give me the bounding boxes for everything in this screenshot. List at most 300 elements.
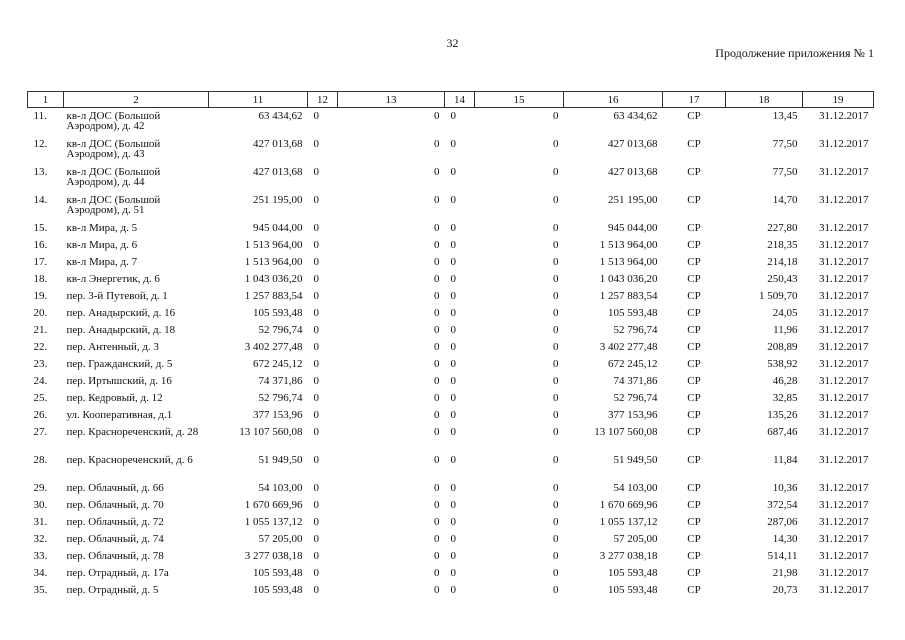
col-13-cell: 0: [434, 498, 440, 511]
col-11-cell: 105 593,48: [253, 566, 303, 579]
col-11-cell: 13 107 560,08: [239, 425, 303, 438]
col-14-cell: 0: [450, 306, 456, 319]
col-19-cell: 31.12.2017: [819, 165, 869, 178]
col-19-cell: 31.12.2017: [819, 425, 869, 438]
address-cell: пер. Краснореченский, д. 6: [66, 453, 193, 466]
col-18-cell: 214,18: [767, 255, 798, 268]
column-header-19: 19: [803, 92, 874, 108]
table-row: [28, 424, 874, 452]
col-18-cell: 538,92: [767, 357, 798, 370]
table-row: [28, 136, 874, 164]
col-19-cell: 31.12.2017: [819, 583, 869, 596]
col-16-cell: 3 402 277,48: [599, 340, 658, 353]
address-cell: ул. Кооперативная, д.1: [66, 408, 173, 421]
col-16-cell: 105 593,48: [608, 583, 658, 596]
row-number-cell: 11.: [33, 110, 47, 122]
table-row: [28, 288, 874, 305]
row-number-cell: 27.: [33, 425, 48, 438]
col-15-cell: 0: [553, 583, 559, 596]
col-17-cell: СР: [687, 137, 701, 150]
col-16-cell: 1 670 669,96: [599, 498, 658, 511]
data-table: [27, 91, 874, 599]
table-row: [28, 565, 874, 582]
col-19-cell: 31.12.2017: [819, 408, 869, 421]
col-14-cell: 0: [450, 238, 456, 251]
row-number-cell: 15.: [33, 221, 48, 234]
address-cell: кв-л Мира, д. 7: [66, 255, 138, 268]
col-14-cell: 0: [450, 374, 456, 387]
address-cell: пер. Антенный, д. 3: [66, 340, 159, 353]
col-14-cell: 0: [450, 323, 456, 336]
col-17-cell: СР: [687, 238, 701, 251]
table-row: [28, 164, 874, 192]
col-12-cell: 0: [313, 272, 319, 285]
table-row: [28, 254, 874, 271]
col-15-cell: 0: [553, 532, 559, 545]
table-row: [28, 514, 874, 531]
col-15-cell: 0: [553, 566, 559, 579]
col-16-cell: 1 513 964,00: [599, 238, 658, 251]
col-18-cell: 287,06: [767, 515, 798, 528]
col-12-cell: 0: [313, 357, 319, 370]
col-11-cell: 105 593,48: [253, 306, 303, 319]
col-13-cell: 0: [434, 137, 440, 150]
address-cell: пер. Облачный, д. 74: [66, 532, 164, 545]
col-14-cell: 0: [450, 357, 456, 370]
col-13-cell: 0: [434, 221, 440, 234]
address-cell: кв-л Мира, д. 6: [66, 238, 138, 251]
table-row: [28, 220, 874, 237]
col-13-cell: 0: [434, 289, 440, 302]
col-13-cell: 0: [434, 306, 440, 319]
col-12-cell: 0: [313, 425, 319, 438]
col-14-cell: 0: [450, 272, 456, 285]
col-14-cell: 0: [450, 583, 456, 596]
row-number-cell: 18.: [33, 272, 48, 285]
col-11-cell: 377 153,96: [253, 408, 303, 421]
col-13-cell: 0: [434, 481, 440, 494]
col-18-cell: 514,11: [767, 549, 798, 562]
col-16-cell: 1 043 036,20: [599, 272, 658, 285]
col-13-cell: 0: [434, 255, 440, 268]
col-14-cell: 0: [450, 566, 456, 579]
column-header-18: 18: [726, 92, 803, 108]
col-18-cell: 218,35: [767, 238, 798, 251]
address-cell: кв-л ДОС (Большой Аэродром), д. 51: [66, 193, 161, 216]
col-11-cell: 1 670 669,96: [244, 498, 303, 511]
table-row: [28, 531, 874, 548]
col-13-cell: 0: [434, 391, 440, 404]
col-15-cell: 0: [553, 425, 559, 438]
row-number-cell: 28.: [33, 453, 48, 466]
address-cell: пер. Облачный, д. 66: [66, 481, 164, 494]
table-row: [28, 271, 874, 288]
header-row: [28, 92, 874, 108]
col-18-cell: 687,46: [767, 425, 798, 438]
row-number-cell: 32.: [33, 532, 48, 545]
col-18-cell: 10,36: [772, 481, 798, 494]
col-14-cell: 0: [450, 289, 456, 302]
col-11-cell: 3 402 277,48: [244, 340, 303, 353]
col-17-cell: СР: [687, 374, 701, 387]
col-18-cell: 21,98: [772, 566, 798, 579]
col-16-cell: 427 013,68: [608, 165, 658, 178]
column-header-1: 1: [28, 92, 64, 108]
appendix-continuation-note: Продолжение приложения № 1: [715, 46, 874, 60]
col-17-cell: СР: [687, 323, 701, 336]
table-row: [28, 452, 874, 480]
col-19-cell: 31.12.2017: [819, 532, 869, 545]
col-18-cell: 11,84: [773, 453, 798, 466]
col-19-cell: 31.12.2017: [819, 357, 869, 370]
col-16-cell: 1 055 137,12: [599, 515, 658, 528]
col-15-cell: 0: [553, 340, 559, 353]
table-row: [28, 339, 874, 356]
col-14-cell: 0: [450, 498, 456, 511]
column-header-2: 2: [64, 92, 209, 108]
col-19-cell: 31.12.2017: [819, 391, 869, 404]
col-11-cell: 427 013,68: [253, 165, 303, 178]
col-11-cell: 3 277 038,18: [244, 549, 303, 562]
col-17-cell: СР: [687, 408, 701, 421]
col-13-cell: 0: [434, 453, 440, 466]
col-11-cell: 1 257 883,54: [244, 289, 303, 302]
address-cell: пер. Кедровый, д. 12: [66, 391, 163, 404]
col-14-cell: 0: [450, 549, 456, 562]
col-18-cell: 24,05: [772, 306, 798, 319]
col-15-cell: 0: [553, 323, 559, 336]
col-14-cell: 0: [450, 391, 456, 404]
col-15-cell: 0: [553, 374, 559, 387]
column-header-17: 17: [663, 92, 726, 108]
col-13-cell: 0: [434, 515, 440, 528]
col-18-cell: 77,50: [772, 165, 798, 178]
address-cell: пер. Гражданский, д. 5: [66, 357, 173, 370]
col-11-cell: 945 044,00: [253, 221, 303, 234]
row-number-cell: 19.: [33, 289, 48, 302]
table-row: [28, 548, 874, 565]
col-17-cell: СР: [687, 425, 701, 438]
col-15-cell: 0: [553, 255, 559, 268]
col-15-cell: 0: [553, 549, 559, 562]
col-14-cell: 0: [450, 340, 456, 353]
col-14-cell: 0: [450, 532, 456, 545]
col-15-cell: 0: [553, 272, 559, 285]
col-12-cell: 0: [313, 306, 319, 319]
col-17-cell: СР: [687, 566, 701, 579]
col-19-cell: 31.12.2017: [819, 481, 869, 494]
col-12-cell: 0: [313, 255, 319, 268]
col-19-cell: 31.12.2017: [819, 306, 869, 319]
col-16-cell: 427 013,68: [608, 137, 658, 150]
col-17-cell: СР: [687, 221, 701, 234]
col-11-cell: 1 513 964,00: [244, 255, 303, 268]
row-number-cell: 13.: [33, 165, 48, 178]
col-13-cell: 0: [434, 272, 440, 285]
col-12-cell: 0: [313, 549, 319, 562]
col-13-cell: 0: [434, 566, 440, 579]
col-17-cell: СР: [687, 481, 701, 494]
row-number-cell: 20.: [33, 306, 48, 319]
col-11-cell: 1 043 036,20: [244, 272, 303, 285]
col-15-cell: 0: [553, 391, 559, 404]
col-19-cell: 31.12.2017: [819, 340, 869, 353]
row-number-cell: 12.: [33, 137, 48, 150]
col-12-cell: 0: [313, 289, 319, 302]
col-12-cell: 0: [313, 221, 319, 234]
col-17-cell: СР: [687, 498, 701, 511]
col-17-cell: СР: [687, 165, 701, 178]
col-11-cell: 105 593,48: [253, 583, 303, 596]
col-17-cell: СР: [687, 391, 701, 404]
col-12-cell: 0: [313, 193, 319, 206]
col-16-cell: 1 513 964,00: [599, 255, 658, 268]
col-18-cell: 11,96: [773, 323, 798, 336]
col-14-cell: 0: [450, 137, 456, 150]
col-14-cell: 0: [450, 255, 456, 268]
col-17-cell: СР: [687, 110, 701, 122]
col-11-cell: 1 513 964,00: [244, 238, 303, 251]
col-14-cell: 0: [450, 515, 456, 528]
table-row: [28, 582, 874, 599]
col-14-cell: 0: [450, 110, 456, 122]
col-19-cell: 31.12.2017: [819, 255, 869, 268]
col-16-cell: 63 434,62: [613, 110, 658, 122]
col-15-cell: 0: [553, 306, 559, 319]
col-12-cell: 0: [313, 453, 319, 466]
col-18-cell: 208,89: [767, 340, 798, 353]
col-14-cell: 0: [450, 165, 456, 178]
col-12-cell: 0: [313, 566, 319, 579]
col-13-cell: 0: [434, 357, 440, 370]
address-cell: кв-л ДОС (Большой Аэродром), д. 44: [66, 165, 161, 188]
col-18-cell: 227,80: [767, 221, 798, 234]
col-19-cell: 31.12.2017: [819, 110, 869, 122]
row-number-cell: 22.: [33, 340, 48, 353]
table-row: [28, 390, 874, 407]
address-cell: пер. Анадырский, д. 16: [66, 306, 176, 319]
col-12-cell: 0: [313, 137, 319, 150]
page-number: 32: [446, 36, 459, 50]
col-16-cell: 945 044,00: [608, 221, 658, 234]
col-14-cell: 0: [450, 408, 456, 421]
col-11-cell: 74 371,86: [258, 374, 303, 387]
col-19-cell: 31.12.2017: [819, 193, 869, 206]
address-cell: пер. Облачный, д. 72: [66, 515, 164, 528]
col-12-cell: 0: [313, 408, 319, 421]
row-number-cell: 24.: [33, 374, 48, 387]
row-number-cell: 25.: [33, 391, 48, 404]
col-13-cell: 0: [434, 323, 440, 336]
table-row: [28, 497, 874, 514]
address-cell: пер. Облачный, д. 70: [66, 498, 164, 511]
row-number-cell: 23.: [33, 357, 48, 370]
col-18-cell: 135,26: [767, 408, 798, 421]
address-cell: кв-л ДОС (Большой Аэродром), д. 43: [66, 137, 161, 160]
row-number-cell: 21.: [33, 323, 48, 336]
column-header-14: 14: [445, 92, 475, 108]
address-cell: кв-л Энергетик, д. 6: [66, 272, 160, 285]
col-13-cell: 0: [434, 583, 440, 596]
col-18-cell: 1 509,70: [759, 289, 798, 302]
col-11-cell: 52 796,74: [258, 391, 303, 404]
col-13-cell: 0: [434, 165, 440, 178]
row-number-cell: 33.: [33, 549, 48, 562]
col-16-cell: 51 949,50: [613, 453, 658, 466]
col-11-cell: 63 434,62: [258, 110, 303, 122]
col-17-cell: СР: [687, 583, 701, 596]
col-12-cell: 0: [313, 165, 319, 178]
table-row: [28, 480, 874, 497]
col-17-cell: СР: [687, 549, 701, 562]
col-12-cell: 0: [313, 374, 319, 387]
col-15-cell: 0: [553, 238, 559, 251]
row-number-cell: 29.: [33, 481, 48, 494]
col-15-cell: 0: [553, 408, 559, 421]
col-15-cell: 0: [553, 110, 559, 122]
col-19-cell: 31.12.2017: [819, 272, 869, 285]
row-number-cell: 35.: [33, 583, 48, 596]
table-row: [28, 192, 874, 220]
col-16-cell: 105 593,48: [608, 566, 658, 579]
col-19-cell: 31.12.2017: [819, 374, 869, 387]
col-18-cell: 32,85: [772, 391, 798, 404]
col-13-cell: 0: [434, 340, 440, 353]
row-number-cell: 26.: [33, 408, 48, 421]
address-cell: пер. Отрадный, д. 17а: [66, 566, 169, 579]
col-13-cell: 0: [434, 193, 440, 206]
column-header-16: 16: [564, 92, 663, 108]
col-13-cell: 0: [434, 408, 440, 421]
col-16-cell: 52 796,74: [613, 323, 658, 336]
table-body: [28, 108, 874, 599]
row-number-cell: 14.: [33, 193, 48, 206]
col-11-cell: 427 013,68: [253, 137, 303, 150]
col-15-cell: 0: [553, 357, 559, 370]
col-17-cell: СР: [687, 255, 701, 268]
address-cell: пер. Отрадный, д. 5: [66, 583, 159, 596]
col-17-cell: СР: [687, 289, 701, 302]
address-cell: пер. Иртышский, д. 16: [66, 374, 172, 387]
col-12-cell: 0: [313, 238, 319, 251]
col-15-cell: 0: [553, 221, 559, 234]
col-11-cell: 1 055 137,12: [244, 515, 303, 528]
col-15-cell: 0: [553, 137, 559, 150]
col-12-cell: 0: [313, 498, 319, 511]
column-header-13: 13: [338, 92, 445, 108]
address-cell: пер. Облачный, д. 78: [66, 549, 164, 562]
col-17-cell: СР: [687, 515, 701, 528]
col-17-cell: СР: [687, 193, 701, 206]
col-13-cell: 0: [434, 110, 440, 122]
col-17-cell: СР: [687, 306, 701, 319]
col-18-cell: 250,43: [767, 272, 798, 285]
col-19-cell: 31.12.2017: [819, 221, 869, 234]
col-12-cell: 0: [313, 323, 319, 336]
column-header-12: 12: [308, 92, 338, 108]
col-19-cell: 31.12.2017: [819, 137, 869, 150]
col-16-cell: 1 257 883,54: [599, 289, 658, 302]
col-19-cell: 31.12.2017: [819, 498, 869, 511]
col-11-cell: 51 949,50: [258, 453, 303, 466]
table-row: [28, 356, 874, 373]
address-cell: пер. Анадырский, д. 18: [66, 323, 176, 336]
col-11-cell: 52 796,74: [258, 323, 303, 336]
column-header-11: 11: [209, 92, 308, 108]
col-16-cell: 251 195,00: [608, 193, 658, 206]
col-12-cell: 0: [313, 340, 319, 353]
col-15-cell: 0: [553, 193, 559, 206]
col-18-cell: 20,73: [772, 583, 798, 596]
col-18-cell: 77,50: [772, 137, 798, 150]
col-13-cell: 0: [434, 532, 440, 545]
col-14-cell: 0: [450, 481, 456, 494]
col-16-cell: 105 593,48: [608, 306, 658, 319]
col-19-cell: 31.12.2017: [819, 566, 869, 579]
col-17-cell: СР: [687, 357, 701, 370]
row-number-cell: 17.: [33, 255, 48, 268]
col-16-cell: 3 277 038,18: [599, 549, 658, 562]
col-18-cell: 46,28: [772, 374, 798, 387]
row-number-cell: 16.: [33, 238, 48, 251]
col-16-cell: 13 107 560,08: [594, 425, 658, 438]
col-17-cell: СР: [687, 340, 701, 353]
col-12-cell: 0: [313, 110, 319, 122]
col-14-cell: 0: [450, 425, 456, 438]
col-19-cell: 31.12.2017: [819, 289, 869, 302]
col-14-cell: 0: [450, 193, 456, 206]
row-number-cell: 31.: [33, 515, 48, 528]
col-15-cell: 0: [553, 481, 559, 494]
col-12-cell: 0: [313, 532, 319, 545]
col-18-cell: 14,30: [772, 532, 798, 545]
row-number-cell: 34.: [33, 566, 48, 579]
col-11-cell: 57 205,00: [258, 532, 303, 545]
col-17-cell: СР: [687, 532, 701, 545]
col-13-cell: 0: [434, 549, 440, 562]
col-19-cell: 31.12.2017: [819, 453, 869, 466]
table-row: [28, 237, 874, 254]
col-19-cell: 31.12.2017: [819, 323, 869, 336]
col-18-cell: 372,54: [767, 498, 798, 511]
table-row: [28, 108, 874, 136]
address-cell: кв-л Мира, д. 5: [66, 221, 138, 234]
col-18-cell: 13,45: [772, 110, 798, 122]
table-row: [28, 322, 874, 339]
col-16-cell: 74 371,86: [613, 374, 658, 387]
table-row: [28, 407, 874, 424]
col-14-cell: 0: [450, 221, 456, 234]
col-15-cell: 0: [553, 515, 559, 528]
col-11-cell: 672 245,12: [253, 357, 303, 370]
col-13-cell: 0: [434, 238, 440, 251]
col-16-cell: 52 796,74: [613, 391, 658, 404]
col-18-cell: 14,70: [772, 193, 798, 206]
col-16-cell: 672 245,12: [608, 357, 658, 370]
col-11-cell: 251 195,00: [253, 193, 303, 206]
column-header-15: 15: [475, 92, 564, 108]
col-12-cell: 0: [313, 583, 319, 596]
col-16-cell: 57 205,00: [613, 532, 658, 545]
col-15-cell: 0: [553, 453, 559, 466]
col-12-cell: 0: [313, 481, 319, 494]
col-14-cell: 0: [450, 453, 456, 466]
col-11-cell: 54 103,00: [258, 481, 303, 494]
col-15-cell: 0: [553, 498, 559, 511]
address-cell: кв-л ДОС (Большой Аэродром), д. 42: [66, 110, 161, 132]
col-16-cell: 377 153,96: [608, 408, 658, 421]
row-number-cell: 30.: [33, 498, 48, 511]
